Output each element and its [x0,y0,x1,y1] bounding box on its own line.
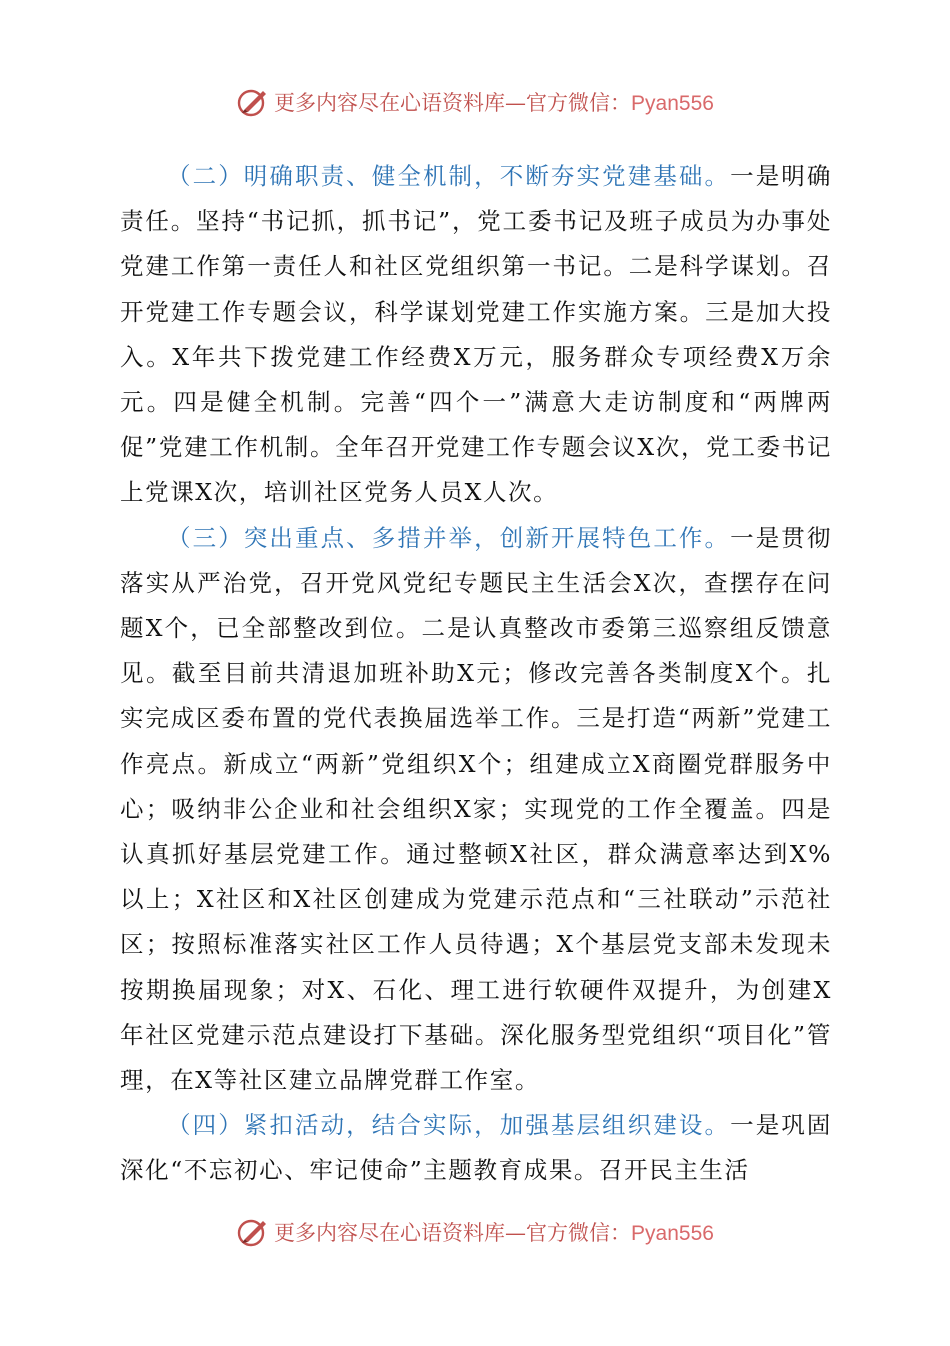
section-2-paragraph [120,154,832,516]
banner-text: 更多内容尽在心语资料库—官方微信：Pyan556 [274,91,714,115]
document-body [120,154,832,1194]
section-2-body: 一是明确责任。坚持“书记抓，抓书记”，党工委书记及班子成员为办事处党建工作第一责任人和社区党组织第一书记。二是科学谋划。召开党建工作专题会议，科学谋划党建工作实施方案。三是加大投入。X年共下拨党建工作经费X万元，服务群众专项经费X万余元。四是健全机制。完善“四个一”满意大走访制度和“两牌两促”党建工作机制。全年召开党建工作专题会议X次，党工委书记上党课X次，培训社区党务人员X人次。 [120,162,832,507]
pen-circle-logo-icon [236,85,270,119]
section-3-paragraph [120,516,832,1104]
pen-circle-logo-icon [236,1215,270,1249]
footer-banner [0,1212,950,1252]
section-2-heading: （二）明确职责、健全机制，不断夯实党建基础。 [167,162,731,190]
section-3-body: 一是贯彻落实从严治党，召开党风党纪专题民主生活会X次，查摆存在问题X个，已全部整改到位。二是认真整改市委第三巡察组反馈意见。截至目前共清退加班补助X元；修改完善各类制度X个。扎实完成区委布置的党代表换届选举工作。三是打造“两新”党建工作亮点。新成立“两新”党组织X个；组建成立X商圈党群服务中心；吸纳非公企业和社会组织X家；实现党的工作全覆盖。四是认真抓好基层党建工作。通过整顿X社区，群众满意率达到X%以上；X社区和X社区创建成为党建示范点和“三社联动”示范社区；按照标准落实社区工作人员待遇；X个基层党支部未发现未按期换届现象；对X、石化、理工进行软硬件双提升，为创建X年社区党建示范点建设打下基础。深化服务型党组织“项目化”管理，在X等社区建立品牌党群工作室。 [120,523,832,1095]
section-4-heading: （四）紧扣活动，结合实际，加强基层组织建设。 [167,1111,731,1140]
header-banner [0,82,950,122]
section-3-heading: （三）突出重点、多措并举，创新开展特色工作。 [167,523,731,552]
section-4-paragraph [120,1103,832,1193]
section-4-body: 一是巩固深化“不忘初心、牢记使命”主题教育成果。召开民主生活 [120,1111,832,1185]
banner-text: 更多内容尽在心语资料库—官方微信：Pyan556 [274,1221,714,1245]
